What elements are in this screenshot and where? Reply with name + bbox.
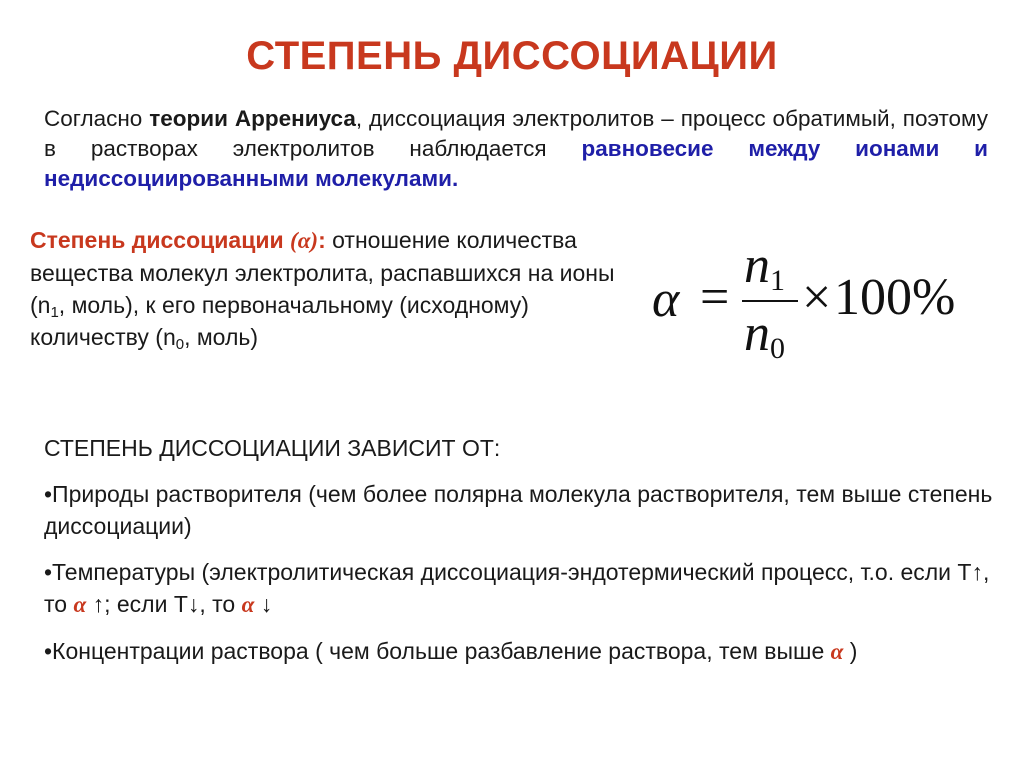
alpha-symbol: (α)	[290, 228, 319, 253]
formula-equals: =	[700, 269, 730, 326]
formula-denominator	[744, 304, 785, 363]
numerator-sub: 1	[770, 264, 785, 297]
numerator-n: n	[744, 237, 770, 294]
intro-paragraph	[44, 104, 988, 194]
definition-colon: :	[318, 227, 326, 253]
temp-text-a: •Температуры (электролитическая диссоциация-эндотермический процесс, т.о. если Т↑, то	[44, 559, 990, 617]
conc-text-b: )	[843, 638, 858, 664]
formula-percent: 100%	[834, 269, 956, 326]
formula-times: ×	[802, 269, 832, 326]
dependency-item-solvent: •Природы растворителя (чем более полярна молекула растворителя, тем выше степень диссоциации)	[44, 481, 993, 539]
temp-alpha-2: α	[241, 592, 255, 617]
conc-text-a: •Концентрации раствора ( чем больше разбавление раствора, тем выше	[44, 638, 831, 664]
dependency-item-temperature	[44, 556, 994, 621]
subscript-0: 0	[175, 336, 185, 353]
definition-paragraph	[30, 224, 630, 353]
definition-text-2: , моль), к его первоначальному (исходному) количеству (n	[30, 292, 529, 350]
dependencies-heading: СТЕПЕНЬ ДИССОЦИАЦИИ ЗАВИСИТ ОТ:	[44, 435, 501, 461]
fraction-bar	[742, 300, 798, 302]
definition-term: Степень диссоциации	[30, 227, 291, 253]
temp-alpha-1: α	[73, 592, 87, 617]
conc-alpha: α	[830, 639, 844, 664]
intro-text-2: , диссоциация электролитов – процесс обратимый, поэтому в растворах электролитов наблюдается	[44, 106, 988, 161]
dependencies-section	[44, 432, 994, 682]
dependency-item-concentration	[44, 635, 994, 668]
formula-alpha: α	[652, 271, 680, 328]
page-title: СТЕПЕНЬ ДИССОЦИАЦИИ	[246, 34, 778, 78]
definition-text-3: , моль)	[184, 324, 259, 350]
denominator-n: n	[744, 305, 770, 362]
temp-text-b: ↑; если Т↓, то	[86, 591, 242, 617]
formula-numerator	[744, 236, 785, 295]
dissociation-formula	[650, 236, 970, 376]
definition-text-1: отношение количества вещества молекул электролита, распавшихся на ионы (n	[30, 227, 615, 318]
equilibrium-highlight: равновесие между ионами и недиссоциированными молекулами.	[44, 136, 988, 191]
arrhenius-theory: теории Аррениуса	[149, 106, 356, 131]
subscript-1: 1	[50, 304, 59, 321]
intro-text-1: Согласно	[44, 106, 150, 131]
denominator-sub: 0	[770, 332, 785, 365]
temp-text-c: ↓	[254, 591, 273, 617]
